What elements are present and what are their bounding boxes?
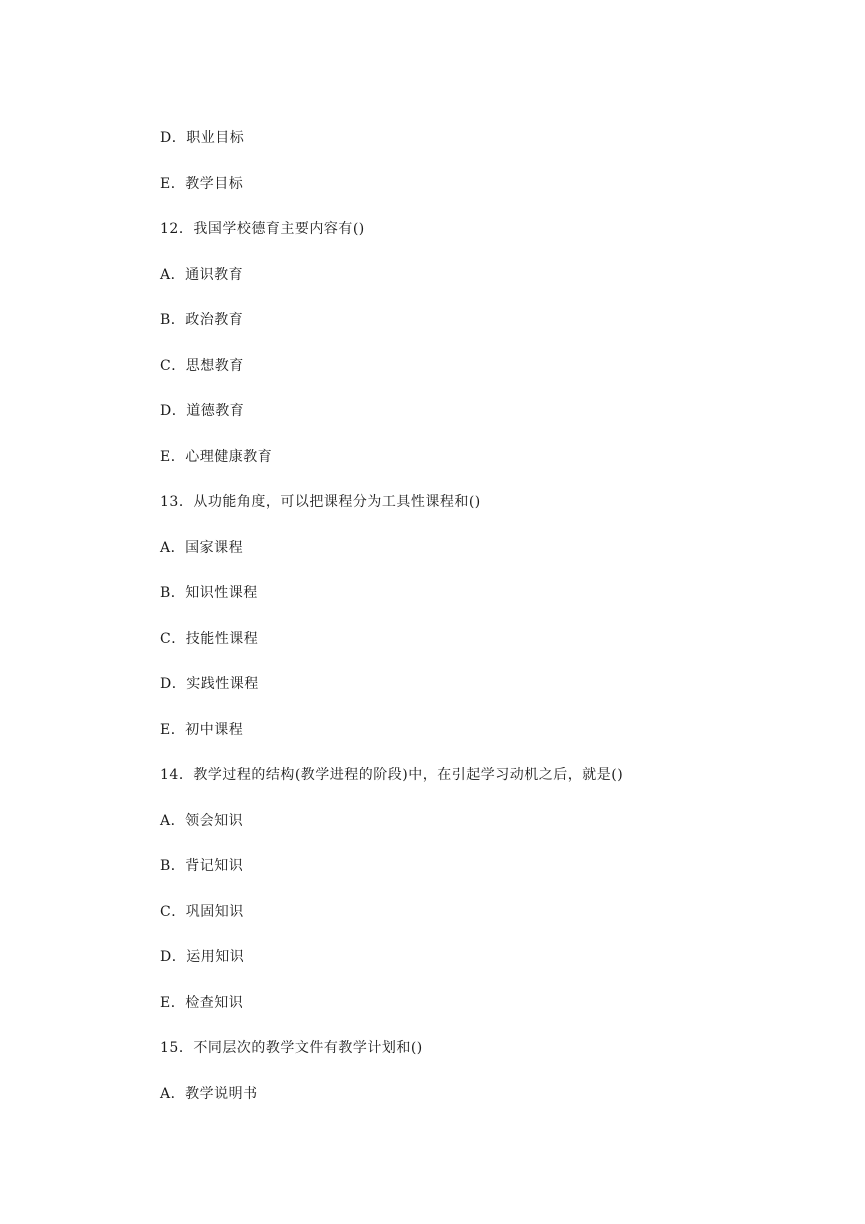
option-12-e: E．心理健康教育 xyxy=(160,448,273,465)
option-11-e: E．教学目标 xyxy=(160,175,244,192)
option-12-d: D．道德教育 xyxy=(160,403,245,419)
option-14-d: D．运用知识 xyxy=(160,949,245,965)
option-12-a: A．通识教育 xyxy=(160,266,244,283)
question-12: 12．我国学校德育主要内容有() xyxy=(160,221,365,237)
option-14-a: A．领会知识 xyxy=(160,812,244,829)
question-13: 13．从功能角度，可以把课程分为工具性课程和() xyxy=(160,494,481,510)
option-12-c: C．思想教育 xyxy=(160,357,244,374)
option-14-b: B．背记知识 xyxy=(160,858,244,874)
option-11-d: D．职业目标 xyxy=(160,130,245,146)
option-13-c: C．技能性课程 xyxy=(160,630,259,647)
option-13-e: E．初中课程 xyxy=(160,721,244,738)
option-15-a: A．教学说明书 xyxy=(160,1085,258,1102)
question-15: 15．不同层次的教学文件有教学计划和() xyxy=(160,1040,423,1056)
option-12-b: B．政治教育 xyxy=(160,312,244,328)
option-13-d: D．实践性课程 xyxy=(160,676,259,692)
question-list xyxy=(160,127,800,1128)
option-14-c: C．巩固知识 xyxy=(160,903,244,920)
question-14: 14．教学过程的结构(教学进程的阶段)中，在引起学习动机之后，就是() xyxy=(160,767,624,783)
option-13-b: B．知识性课程 xyxy=(160,585,258,601)
option-14-e: E．检查知识 xyxy=(160,994,244,1011)
option-13-a: A．国家课程 xyxy=(160,539,244,556)
